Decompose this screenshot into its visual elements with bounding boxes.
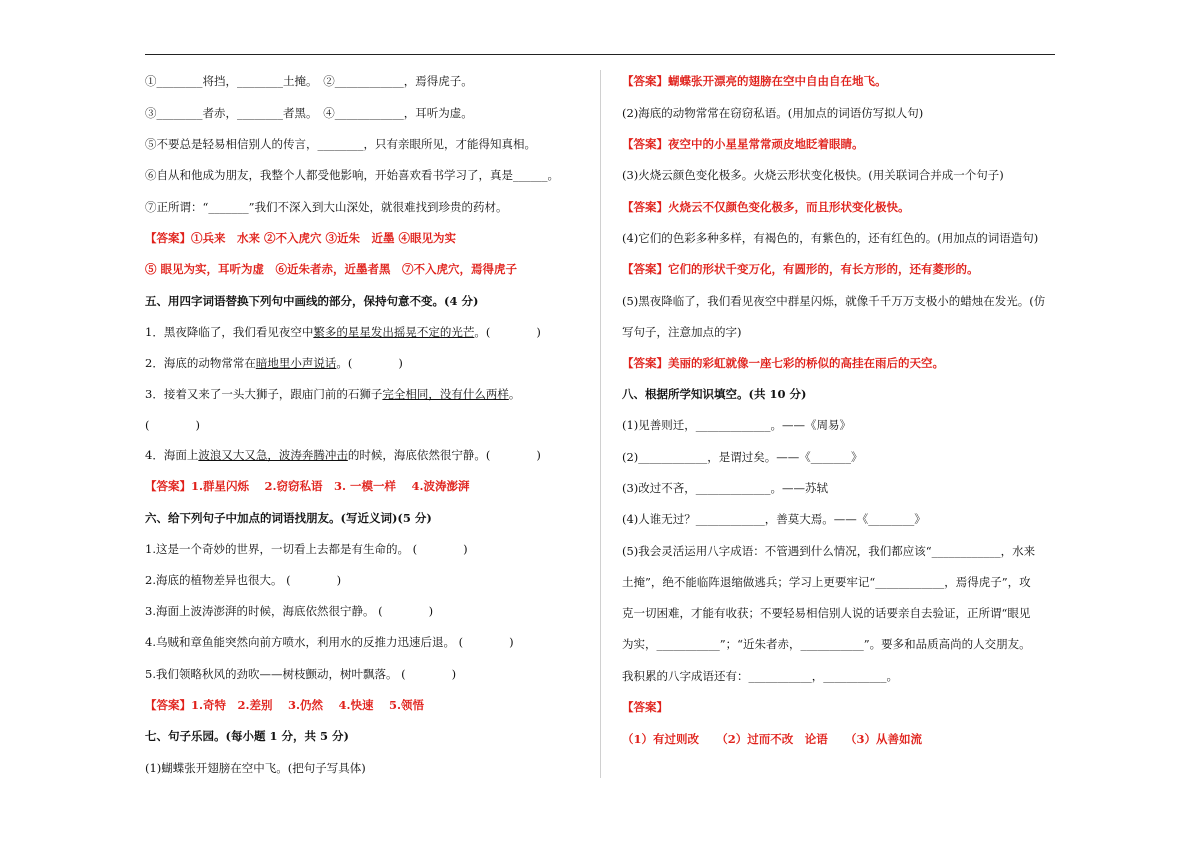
- answer-section-5: 【答案】1.群星闪烁 2.窃窃私语 3. 一模一样 4.波涛澎湃: [145, 479, 470, 493]
- q7-item-4: (4)它们的色彩多种多样，有褐色的，有紫色的，还有红色的。(用加点的词语造句): [622, 231, 1039, 245]
- q5-1-underlined: 繁多的星星发出摇晃不定的光芒: [313, 325, 475, 339]
- q8-item-5-line-3: 克一切困难，才能有收获；不要轻易相信别人说的话要亲自去验证，正所谓“眼见: [622, 606, 1031, 620]
- answer-q7-4: 【答案】它们的形状千变万化，有圆形的，有长方形的，还有菱形的。: [622, 262, 979, 276]
- answer-line-1: 【答案】①兵来 水来 ②不入虎穴 ③近朱 近墨 ④眼见为实: [145, 231, 457, 245]
- q7-item-1: (1)蝴蝶张开翅膀在空中飞。(把句子写具体): [145, 761, 366, 775]
- q5-2-text: 2．海底的动物常常在: [145, 356, 256, 370]
- fill-blank-line-2: ③________者赤，________者黑。 ④____________，耳听为虚。: [145, 106, 473, 120]
- q8-item-5-line-4: 为实，___________”；“近朱者赤，___________”。要多和品质高尚的人交朋友。: [622, 637, 1031, 651]
- q5-2-underlined: 暗地里小声说话: [255, 356, 337, 370]
- q5-item-1: [145, 324, 541, 340]
- fill-blank-line-1: ①________将挡，________土掩。 ②____________，焉得虎子。: [145, 74, 473, 88]
- q7-item-5-line-2: 写句子，注意加点的字): [622, 325, 742, 339]
- q8-item-3: (3)改过不吝，_____________。——苏轼: [622, 481, 829, 495]
- q5-1-tail: 。( ): [474, 325, 541, 339]
- q5-3-tail: 。: [508, 387, 521, 401]
- q5-item-2: [145, 355, 403, 371]
- q8-item-5-line-2: 土掩”，绝不能临阵退缩做逃兵；学习上更要牢记“____________，焉得虎子”，攻: [622, 575, 1031, 589]
- q5-2-tail: 。( ): [336, 356, 403, 370]
- answer-section-8-label: 【答案】: [622, 700, 668, 714]
- q5-3-underlined: 完全相同，没有什么两样: [382, 387, 509, 401]
- q5-4-tail: 的时候，海底依然很宁静。( ): [347, 448, 541, 462]
- section-6-heading: 六、给下列句子中加点的词语找朋友。(写近义词)(5 分): [145, 511, 432, 525]
- q5-item-3-blank: ( ): [145, 418, 200, 432]
- section-8-heading: 八、根据所学知识填空。(共 10 分): [622, 387, 807, 401]
- q6-item-5: 5.我们领略秋风的劲吹——树枝颤动，树叶飘落。 ( ): [145, 667, 457, 681]
- q7-item-3: (3)火烧云颜色变化极多。火烧云形状变化极快。(用关联词合并成一个句子): [622, 168, 1004, 182]
- q5-3-text: 3．接着又来了一头大狮子，跟庙门前的石狮子: [145, 387, 383, 401]
- answer-line-2: ⑤ 眼见为实，耳听为虚 ⑥近朱者赤，近墨者黑 ⑦不入虎穴，焉得虎子: [145, 262, 517, 276]
- answer-q7-3: 【答案】火烧云不仅颜色变化极多，而且形状变化极快。: [622, 200, 910, 214]
- q5-item-4: [145, 447, 541, 463]
- fill-blank-line-3: ⑤不要总是轻易相信别人的传言，________，只有亲眼所见，才能得知真相。: [145, 137, 536, 151]
- q7-item-2: (2)海底的动物常常在窃窃私语。(用加点的词语仿写拟人句): [622, 106, 924, 120]
- q8-item-6: 我积累的八字成语还有：___________，___________。: [622, 669, 898, 683]
- answer-section-8: （1）有过则改 （2）过而不改 论语 （3）从善如流: [622, 732, 923, 746]
- fill-blank-line-5: ⑦正所谓：“_______”我们不深入到大山深处，就很难找到珍贵的药材。: [145, 200, 508, 214]
- q6-item-4: 4.乌贼和章鱼能突然向前方喷水，利用水的反推力迅速后退。 ( ): [145, 635, 514, 649]
- q6-item-2: 2.海底的植物差异也很大。 ( ): [145, 573, 342, 587]
- answer-section-6: 【答案】1.奇特 2.差别 3.仍然 4.快速 5.领悟: [145, 698, 425, 712]
- answer-q7-1: 【答案】蝴蝶张开漂亮的翅膀在空中自由自在地飞。: [622, 74, 887, 88]
- q8-item-2: (2)____________，是谓过矣。——《_______》: [622, 450, 863, 464]
- header-rule: [145, 54, 1055, 55]
- q8-item-5-line-1: (5)我会灵活运用八字成语：不管遇到什么情况，我们都应该“____________，水来: [622, 544, 1036, 558]
- q5-item-3: [145, 386, 520, 402]
- section-7-heading: 七、句子乐园。(每小题 1 分，共 5 分): [145, 729, 349, 743]
- answer-q7-5: 【答案】美丽的彩虹就像一座七彩的桥似的高挂在雨后的天空。: [622, 356, 944, 370]
- q5-1-text: 1．黑夜降临了，我们看见夜空中: [145, 325, 314, 339]
- section-5-heading: 五、用四字词语替换下列句中画线的部分，保持句意不变。(4 分): [145, 294, 479, 308]
- q5-4-text: 4．海面上: [145, 448, 199, 462]
- fill-blank-line-4: ⑥自从和他成为朋友，我整个人都受他影响，开始喜欢看书学习了，真是______。: [145, 168, 559, 182]
- q6-item-1: 1.这是一个奇妙的世界，一切看上去都是有生命的。 ( ): [145, 542, 468, 556]
- q7-item-5-line-1: (5)黑夜降临了，我们看见夜空中群星闪烁，就像千千万万支极小的蜡烛在发光。(仿: [622, 294, 1046, 308]
- q8-item-4: (4)人谁无过？____________，善莫大焉。——《________》: [622, 512, 926, 526]
- q8-item-1: (1)见善则迁，_____________。——《周易》: [622, 418, 852, 432]
- answer-q7-2: 【答案】夜空中的小星星常常顽皮地眨着眼睛。: [622, 137, 864, 151]
- q6-item-3: 3.海面上波涛澎湃的时候，海底依然很宁静。 ( ): [145, 604, 434, 618]
- q5-4-underlined: 波浪又大又急，波涛奔腾冲击: [198, 448, 348, 462]
- column-divider: [600, 70, 601, 778]
